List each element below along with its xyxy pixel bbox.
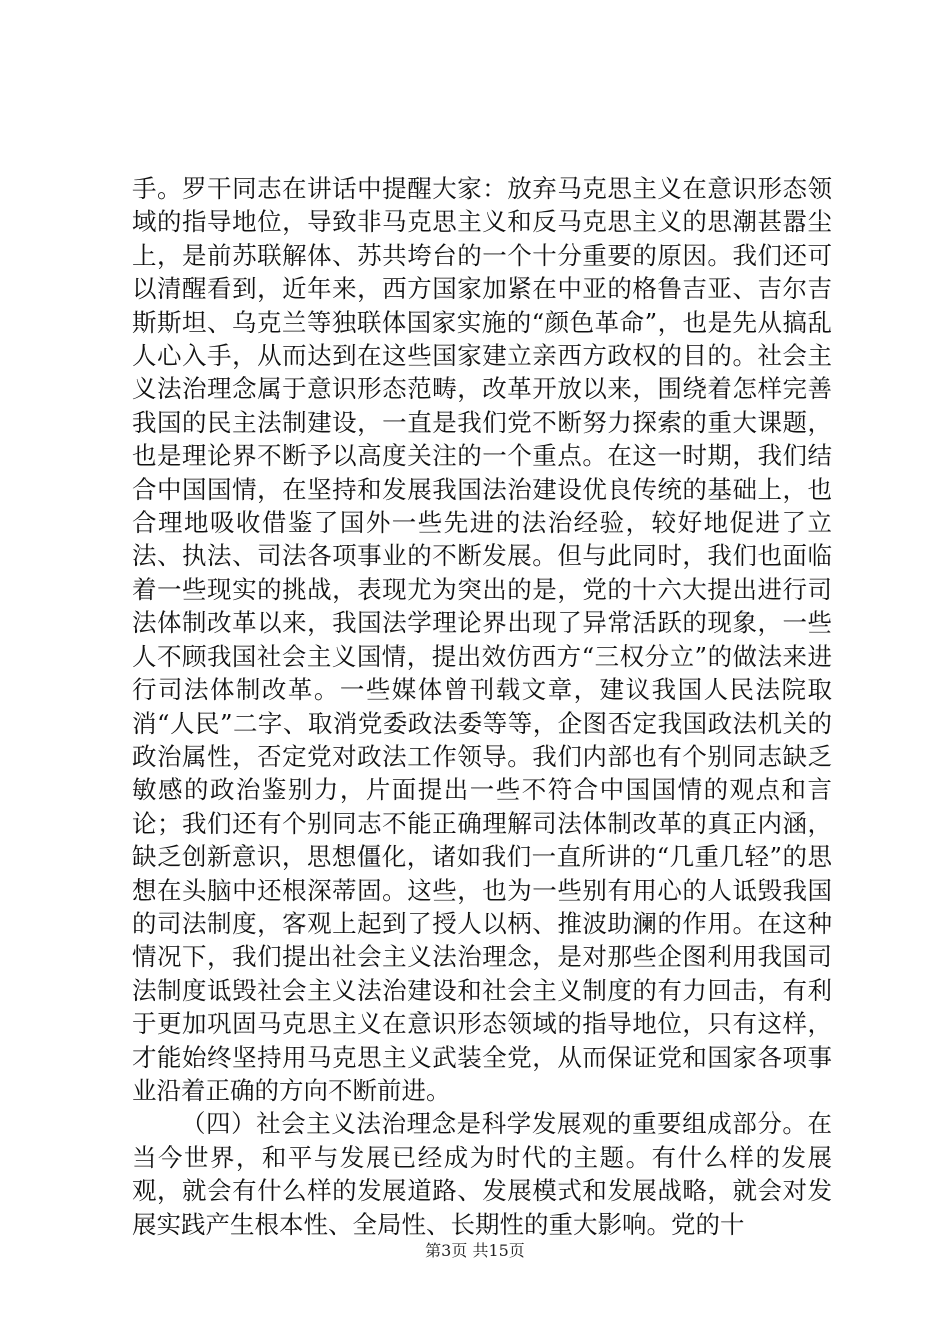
- page-footer: 第3页 共15页: [425, 1241, 525, 1260]
- paragraph-continuation: 手。罗干同志在讲话中提醒大家：放弃马克思主义在意识形态领域的指导地位，导致非马克思主义和反马克思主义的思潮甚嚣尘上，是前苏联解体、苏共垮台的一个十分重要的原因。我们还可以清醒看到，近年来，西方国家加紧在中亚的格鲁吉亚、吉尔吉斯斯坦、乌克兰等独联体国家实施的“颜色革命”，也是先从搞乱人心入手，从而达到在这些国家建立亲西方政权的目的。社会主义法治理念属于意识形态范畴，改革开放以来，围绕着怎样完善我国的民主法制建设，一直是我们党不断努力探索的重大课题，也是理论界不断予以高度关注的一个重点。在这一时期，我们结合中国国情，在坚持和发展我国法治建设优良传统的基础上，也合理地吸收借鉴了国外一些先进的法治经验，较好地促进了立法、执法、司法各项事业的不断发展。但与此同时，我们也面临着一些现实的挑战，表现尤为突出的是，党的十六大提出进行司法体制改革以来，我国法学理论界出现了异常活跃的现象，一些人不顾我国社会主义国情，提出效仿西方“三权分立”的做法来进行司法体制改革。一些媒体曾刊载文章，建议我国人民法院取消“人民”二字、取消党委政法委等等，企图否定我国政法机关的政治属性，否定党对政法工作领导。我们内部也有个别同志缺乏敏感的政治鉴别力，片面提出一些不符合中国国情的观点和言论；我们还有个别同志不能正确理解司法体制改革的真正内涵，缺乏创新意识，思想僵化，诸如我们一直所讲的“几重几轻”的思想在头脑中还根深蒂固。这些，也为一些别有用心的人诋毁我国的司法制度，客观上起到了授人以柄、推波助澜的作用。在这种情况下，我们提出社会主义法治理念，是对那些企图利用我国司法制度诋毁社会主义法治建设和社会主义制度的有力回击，有利于更加巩固马克思主义在意识形态领域的指导地位，只有这样，才能始终坚持用马克思主义武装全党，从而保证党和国家各项事业沿着正确的方向不断前进。: [132, 174, 832, 1105]
- paragraph-section-four: （四）社会主义法治理念是科学发展观的重要组成部分。在当今世界，和平与发展已经成为时代的主题。有什么样的发展观，就会有什么样的发展道路、发展模式和发展战略，就会对发展实践产生根本性、全局性、长期性的重大影响。党的十: [132, 1109, 832, 1239]
- body-text: [132, 172, 832, 1241]
